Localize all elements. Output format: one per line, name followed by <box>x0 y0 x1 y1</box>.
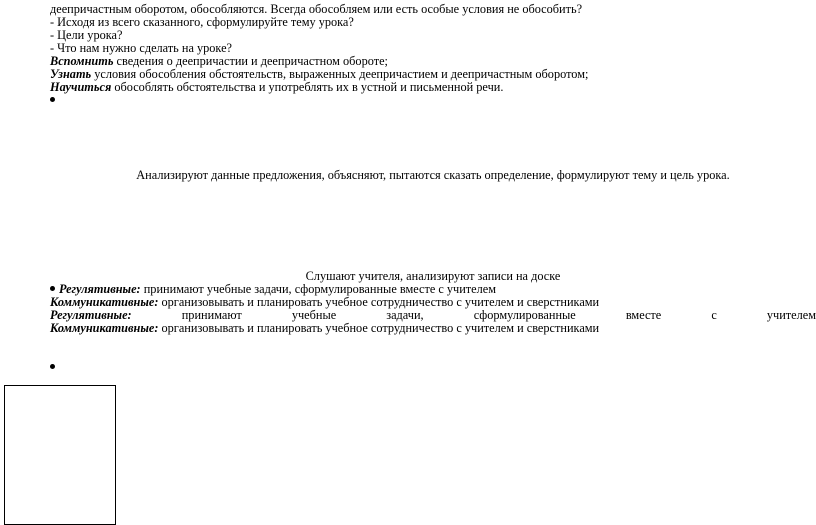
uud-text: принимают учебные задачи, сформулированные вместе с учителем <box>140 282 497 296</box>
text-line-2: - Исходя из всего сказанного, сформулируйте тему урока? <box>50 15 354 29</box>
uud-word: вместе <box>625 308 662 322</box>
uud-word: сформулированные <box>473 308 576 322</box>
uud-communicative-2 <box>50 322 599 334</box>
goal-text: условия обособления обстоятельств, выраженных деепричастием и деепричастным оборотом; <box>91 67 589 81</box>
uud-term: Коммуникативные: <box>50 321 159 335</box>
uud-word: учителем <box>766 308 816 322</box>
uud-text: организовывать и планировать учебное сотрудничество с учителем и сверстниками <box>158 321 600 335</box>
uud-term: Коммуникативные: <box>50 295 159 309</box>
bullet-icon <box>50 286 55 291</box>
bullet-icon <box>50 97 55 102</box>
goal-text: сведения о деепричастии и деепричастном обороте; <box>113 54 388 68</box>
text-line-3: - Цели урока? <box>50 28 123 42</box>
goal-learn <box>50 68 588 80</box>
goal-master <box>50 81 503 93</box>
uud-text: организовывать и планировать учебное сотрудничество с учителем и сверстниками <box>158 295 600 309</box>
uud-word: учебные <box>291 308 337 322</box>
uud-communicative-1 <box>50 296 599 308</box>
uud-term: Регулятивные: <box>50 308 132 322</box>
goal-term: Узнать <box>50 67 92 81</box>
listen-text: Слушают учителя, анализируют записи на доске <box>305 269 561 283</box>
uud-word: задачи, <box>386 308 424 322</box>
uud-word: принимают <box>181 308 242 322</box>
table-cell-border <box>4 385 116 525</box>
uud-term: Регулятивные: <box>59 282 141 296</box>
goal-text: обособлять обстоятельства и употреблять их в устной и письменной речи. <box>111 80 504 94</box>
goal-term: Вспомнить <box>50 54 114 68</box>
text-line-1: деепричастным оборотом, обособляются. Всегда обособляем или есть особые условия не обособить? <box>50 2 583 16</box>
uud-regulative-1 <box>59 283 496 295</box>
text-line-4: - Что нам нужно сделать на уроке? <box>50 41 233 55</box>
uud-regulative-2 <box>50 309 816 321</box>
bullet-icon <box>50 364 55 369</box>
goal-term: Научиться <box>50 80 112 94</box>
uud-word: с <box>711 308 717 322</box>
students-activity-text: Анализируют данные предложения, объясняют, пытаются сказать определение, формулируют тему и цель урока. <box>136 168 730 182</box>
goal-remember <box>50 55 388 67</box>
